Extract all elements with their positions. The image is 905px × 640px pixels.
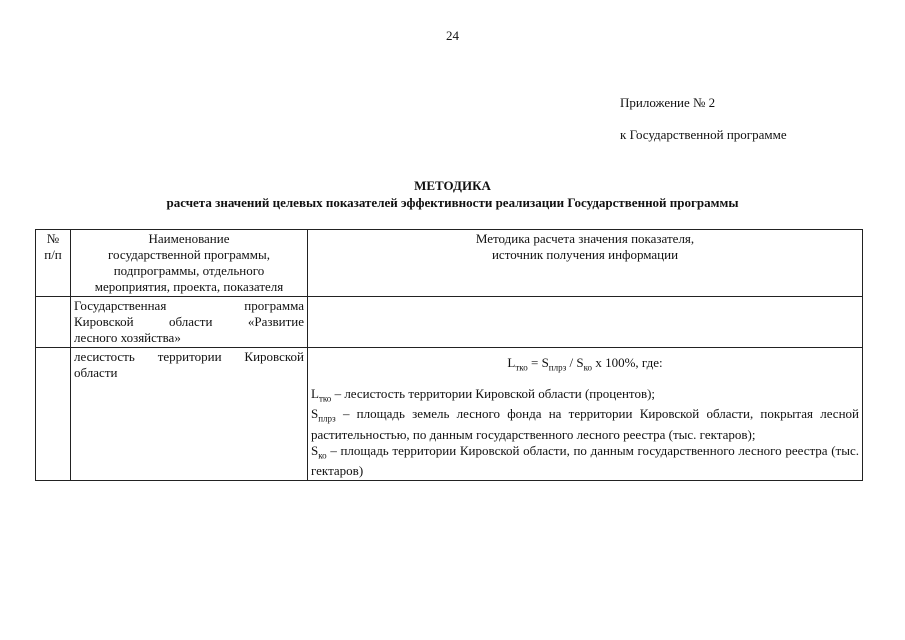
formula-operator: =	[527, 355, 542, 370]
header-name-line: государственной программы,	[108, 247, 270, 262]
definition-text: – площадь территории Кировской области, по данным государственного лесного реестра (тыс. гектаров)	[311, 442, 859, 479]
formula-subscript: плрз	[548, 362, 567, 373]
definition-line	[311, 406, 859, 443]
formula-tail: x 100%, где:	[592, 355, 663, 370]
page-number: 24	[446, 28, 459, 43]
formula-symbol: S	[541, 355, 549, 370]
indicator-name-cell: лесистость территории Кировской области	[71, 348, 308, 481]
document-title: МЕТОДИКА	[414, 178, 491, 193]
program-name-cell	[71, 297, 308, 348]
definition-symbol: S	[311, 442, 319, 458]
formula	[311, 355, 859, 376]
header-number-cell	[36, 230, 71, 297]
formula-symbol: L	[507, 355, 516, 370]
header-method-line: источник получения информации	[491, 247, 679, 262]
table-row	[36, 297, 863, 348]
definition-subscript: тко	[318, 393, 332, 404]
definition-line	[311, 443, 859, 480]
definition-text: – площадь земель лесного фонда на территории Кировской области, покрытая лесной растительностью, по данным государственного лесного реестра (тыс. гектаров);	[311, 406, 859, 442]
definition-subscript: плрз	[318, 413, 336, 424]
header-method-cell	[308, 230, 863, 297]
definition-symbol: S	[311, 406, 319, 422]
table-header-row	[36, 230, 863, 297]
formula-subscript: тко	[515, 362, 528, 373]
methodology-table	[35, 229, 863, 481]
header-name-line: мероприятия, проекта, показателя	[94, 279, 284, 294]
definition-subscript: ко	[318, 450, 327, 461]
table-row	[36, 348, 863, 481]
definition-text: – лесистость территории Кировской области (процентов);	[331, 385, 656, 401]
row-number-cell	[36, 348, 71, 481]
appendix-reference: к Государственной программе	[620, 127, 787, 142]
program-method-cell	[308, 297, 863, 348]
definition-line	[311, 386, 859, 407]
program-name-line: Кировской области «Развитие	[74, 314, 304, 329]
header-name-line: подпрограммы, отдельного	[113, 263, 265, 278]
definition-symbol: L	[311, 385, 319, 401]
formula-operator: /	[566, 355, 577, 370]
header-number-line: №	[46, 231, 60, 246]
formula-symbol: S	[576, 355, 584, 370]
header-name-cell	[71, 230, 308, 297]
header-number-line: п/п	[44, 247, 62, 262]
header-method-line: Методика расчета значения показателя,	[475, 231, 695, 246]
appendix-label: Приложение № 2	[620, 95, 716, 110]
program-name-line: лесного хозяйства»	[74, 330, 181, 345]
document-subtitle: расчета значений целевых показателей эффективности реализации Государственной программы	[166, 195, 739, 210]
program-name-line: Государственная программа	[74, 298, 304, 313]
header-name-line: Наименование	[148, 231, 230, 246]
indicator-method-cell	[308, 348, 863, 481]
row-number-cell	[36, 297, 71, 348]
formula-subscript: ко	[583, 362, 593, 373]
